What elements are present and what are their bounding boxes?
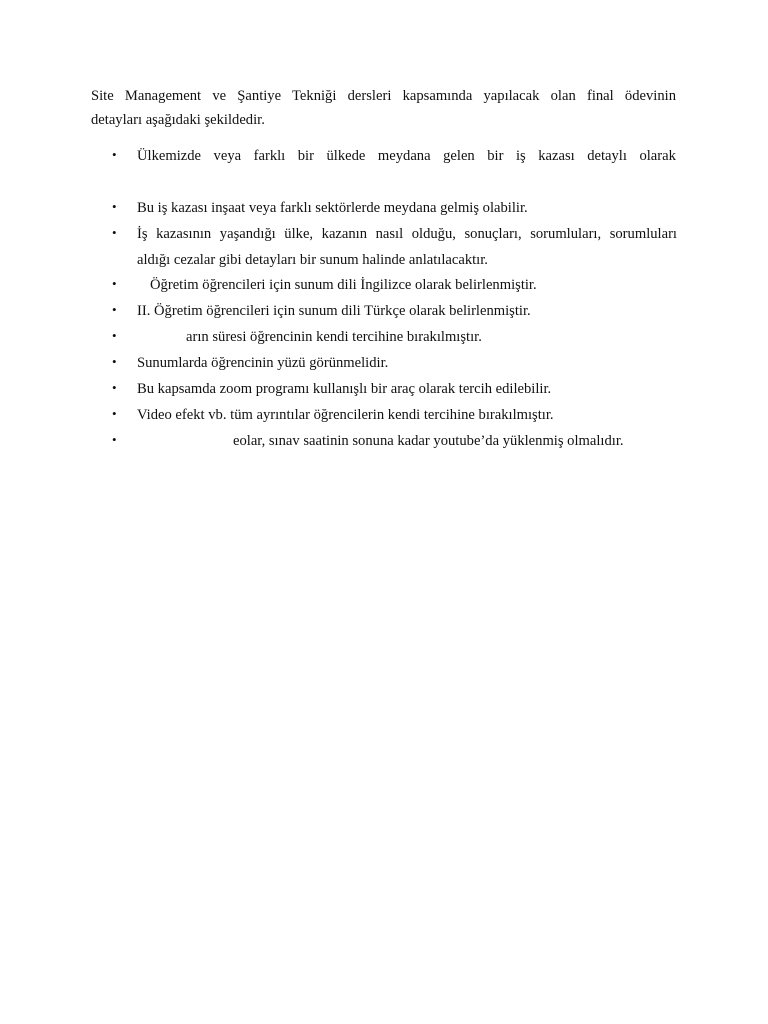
list-item-text-line-1: İş kazasının yaşandığı ülke, kazanın nasıl olduğu, sonuçları, sorumluları, sorumluları: [137, 226, 677, 242]
list-item-word: detaylı: [587, 148, 627, 164]
list-item-text: Bu kapsamda zoom programı kullanışlı bir araç olarak tercih edilebilir.: [137, 381, 552, 397]
list-item-text: [137, 143, 676, 169]
bullet-marker: •: [112, 147, 117, 162]
bullet-marker: •: [112, 380, 117, 395]
bullet-marker: •: [112, 276, 117, 291]
list-item-word: gelen: [443, 148, 475, 164]
list-item-word: iş: [515, 148, 526, 164]
list-item-text-line-2: aldığı cezalar gibi detayları bir sunum halinde anlatılacaktır.: [137, 252, 488, 268]
bullet-marker: •: [112, 328, 117, 343]
intro-line-1: Site Management ve Şantiye Tekniği dersleri kapsamında yapılacak olan final ödevinin: [91, 88, 676, 104]
intro-paragraph: [91, 84, 676, 132]
bullet-marker: •: [112, 432, 117, 447]
list-item-text: eolar, sınav saatinin sonuna kadar youtube’da yüklenmiş olmalıdır.: [233, 433, 624, 449]
list-item-word: kazası: [538, 148, 575, 164]
list-item-text: Bu iş kazası inşaat veya farklı sektörlerde meydana gelmiş olabilir.: [137, 200, 528, 216]
list-item-word: bir: [297, 148, 314, 164]
list-item-word: veya: [213, 148, 242, 164]
list-item-word: olarak: [639, 148, 676, 164]
bullet-marker: •: [112, 406, 117, 421]
list-item-text: Öğretim öğrencileri için sunum dili İngilizce olarak belirlenmiştir.: [150, 277, 537, 293]
list-item-word: ülkede: [326, 148, 366, 164]
list-item-text: Sunumlarda öğrencinin yüzü görünmelidir.: [137, 355, 389, 371]
list-item-word: meydana: [377, 148, 431, 164]
list-item-text: arın süresi öğrencinin kendi tercihine bırakılmıştır.: [186, 329, 482, 345]
bullet-marker: •: [112, 225, 117, 240]
list-item-text: Video efekt vb. tüm ayrıntılar öğrencilerin kendi tercihine bırakılmıştır.: [137, 407, 554, 423]
bullet-marker: •: [112, 199, 117, 214]
list-item-word: bir: [487, 148, 504, 164]
list-item-word: farklı: [253, 148, 286, 164]
bullet-marker: •: [112, 354, 117, 369]
list-item-text: [137, 221, 677, 273]
list-item-text: II. Öğretim öğrencileri için sunum dili Türkçe olarak belirlenmiştir.: [137, 303, 531, 319]
bullet-marker: •: [112, 302, 117, 317]
list-item-word: Ülkemizde: [137, 148, 202, 164]
intro-line-2: detayları aşağıdaki şekildedir.: [91, 112, 265, 128]
